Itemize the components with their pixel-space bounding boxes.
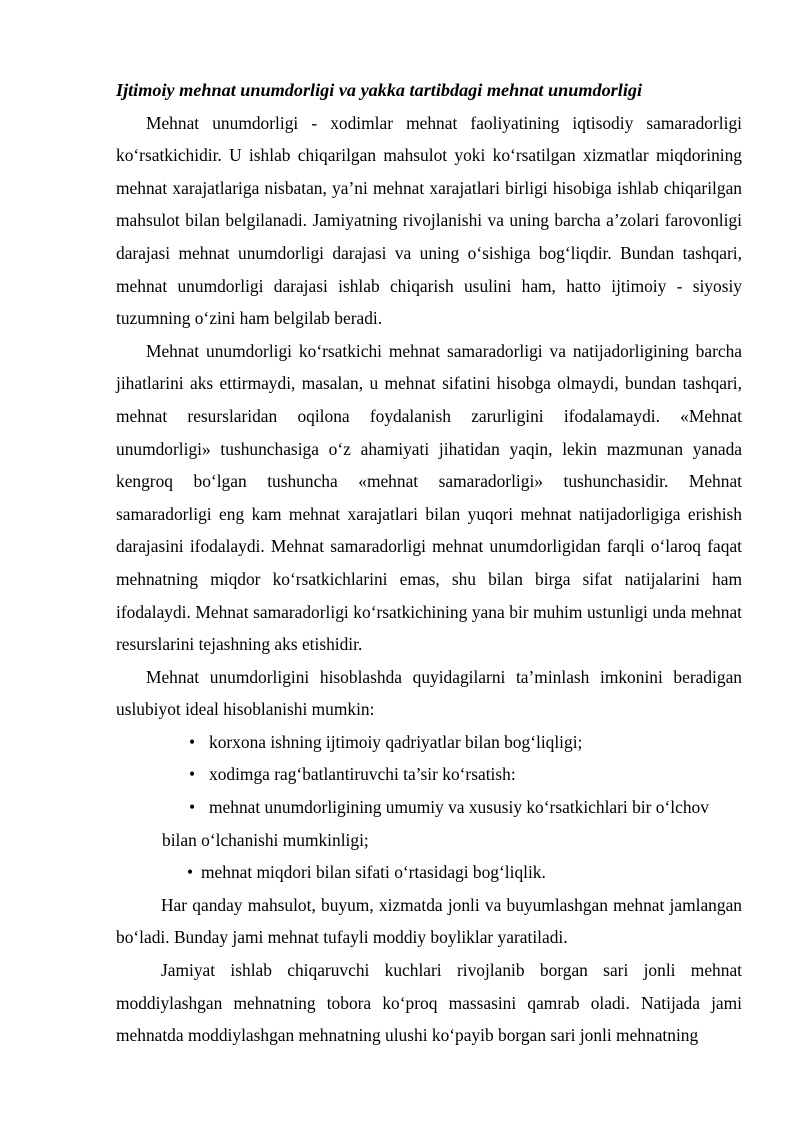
paragraph-3: Mehnat unumdorligini hisoblashda quyidagilarni ta’minlash imkonini beradigan uslubiyot ideal hisoblanishi mumkin: (116, 666, 742, 720)
paragraph-5: Jamiyat ishlab chiqaruvchi kuchlari rivojlanib borgan sari jonli mehnat moddiylashgan mehnatning tobora ko‘proq massasini qamrab oladi. Natijada jami mehnatda moddiylashgan mehnatning ulushi ko‘payib borgan sari jonli mehnatning (116, 960, 742, 1046)
section-heading: Ijtimoiy mehnat unumdorligi va yakka tartibdagi mehnat unumdorligi (116, 80, 643, 100)
bullet-dot: • (187, 862, 194, 883)
bullet-dot: • (189, 764, 196, 785)
bullet-item-1 (116, 726, 742, 759)
bullet-item-4 (116, 856, 742, 889)
bullet-item-3 (116, 791, 742, 856)
bullet-dot: • (189, 731, 196, 752)
bullet-dot: • (189, 797, 196, 818)
paragraph-1: Mehnat unumdorligi - xodimlar mehnat faoliyatining iqtisodiy samaradorligi ko‘rsatkichidir. U ishlab chiqarilgan mahsulot yoki ko‘rsatilgan xizmatlar miqdorining mehnat xarajatlariga nisbatan, ya’ni mehnat xarajatlari birligi hisobiga ishlab chiqarilgan mahsulot bilan belgilanadi. Jamiyatning rivojlanishi va uning barcha a’zolari farovonligi darajasi mehnat unumdorligi darajasi va uning o‘sishiga bog‘liqdir. Bundan tashqari, mehnat unumdorligi darajasi ishlab chiqarish usulini ham, hatto ijtimoiy - siyosiy tuzumning o‘zini ham belgilab beradi. (116, 112, 742, 329)
paragraph-2: Mehnat unumdorligi ko‘rsatkichi mehnat samaradorligi va natijadorligining barcha jihatlarini aks ettirmaydi, masalan, u mehnat sifatini hisobga olmaydi, bundan tashqari, mehnat resurslaridan oqilona foydalanish zarurligini ifodalamaydi. «Mehnat unumdorligi» tushunchasiga o‘z ahamiyati jihatidan yaqin, lekin mazmunan yanada kengroq bo‘lgan tushuncha «mehnat samaradorligi» tushunchasidir. Mehnat samaradorligi eng kam mehnat xarajatlari bilan yuqori mehnat natijadorligiga erishish darajasini ifodalaydi. Mehnat samaradorligi mehnat unumdorligidan farqli o‘laroq faqat mehnatning miqdor ko‘rsatkichlarini emas, shu bilan birga sifat natijalarini ham ifodalaydi. Mehnat samaradorligi ko‘rsatkichining yana bir muhim ustunligi unda mehnat resurslarini tejashning aks etishidir. (116, 340, 742, 655)
bullet-text-continuation: bilan o‘lchanishi mumkinligi; (162, 829, 369, 850)
bullet-item-2 (116, 758, 742, 791)
bullet-text: xodimga rag‘batlantiruvchi ta’sir ko‘rsatish: (209, 764, 516, 785)
bullet-text: korxona ishning ijtimoiy qadriyatlar bilan bog‘liqligi; (209, 731, 583, 752)
bullet-text: mehnat miqdori bilan sifati o‘rtasidagi bog‘liqlik. (201, 862, 546, 883)
paragraph-4: Har qanday mahsulot, buyum, xizmatda jonli va buyumlashgan mehnat jamlangan bo‘ladi. Bunday jami mehnat tufayli moddiy boyliklar yaratiladi. (116, 894, 742, 948)
document-body (116, 74, 742, 1052)
bullet-text: mehnat unumdorligining umumiy va xususiy ko‘rsatkichlari bir o‘lchov (209, 797, 709, 818)
